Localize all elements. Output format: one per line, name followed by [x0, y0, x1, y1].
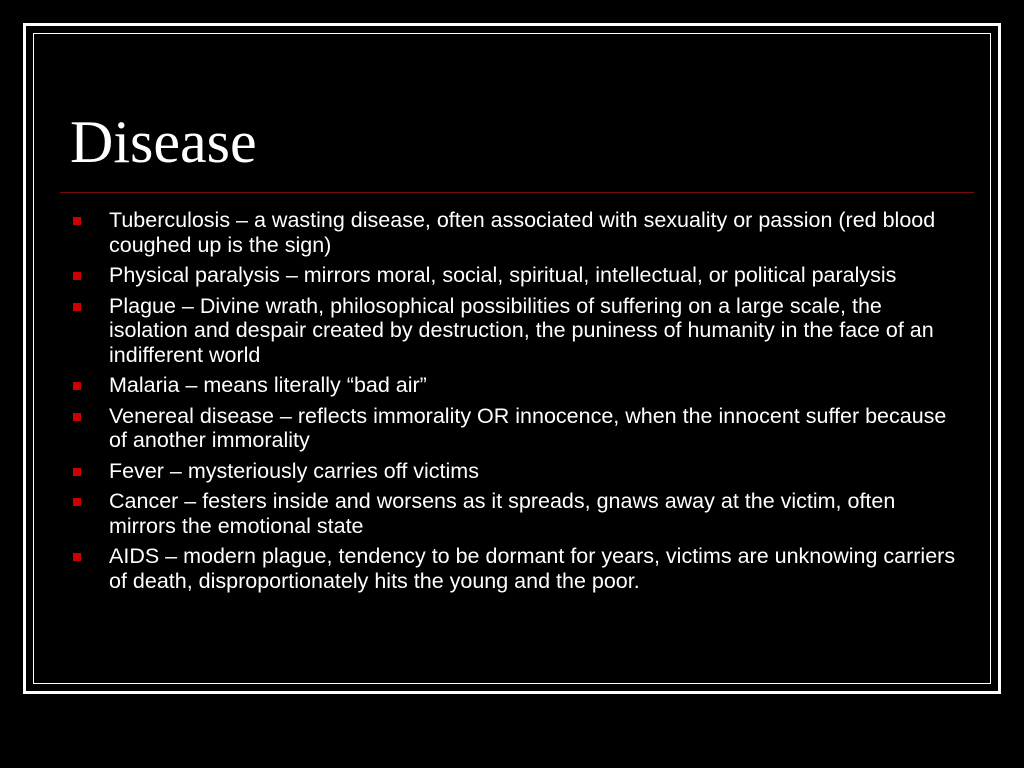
- bullet-item-aids: [70, 544, 960, 593]
- bullet-item-cancer: [70, 489, 960, 538]
- title-divider: [60, 192, 974, 193]
- bullet-item-plague: [70, 294, 960, 368]
- square-bullet-icon: [73, 217, 81, 225]
- bullet-text: Cancer – festers inside and worsens as it spreads, gnaws away at the victim, often mirrors the emotional state: [109, 489, 896, 538]
- bullet-text: AIDS – modern plague, tendency to be dormant for years, victims are unknowing carriers of death, disproportionately hits the young and the poor.: [109, 544, 956, 593]
- bullet-text: Tuberculosis – a wasting disease, often associated with sexuality or passion (red blood coughed up is the sign): [109, 208, 936, 257]
- square-bullet-icon: [73, 382, 81, 390]
- square-bullet-icon: [73, 303, 81, 311]
- bullet-item-fever: [70, 459, 960, 484]
- bullet-item-tuberculosis: [70, 208, 960, 257]
- bullet-text: Plague – Divine wrath, philosophical possibilities of suffering on a large scale, the isolation and despair created by destruction, the puniness of humanity in the face of an indifferent world: [109, 293, 934, 367]
- bullet-text: Physical paralysis – mirrors moral, social, spiritual, intellectual, or political paralysis: [109, 263, 897, 287]
- square-bullet-icon: [73, 498, 81, 506]
- bullet-list: [70, 208, 960, 599]
- square-bullet-icon: [73, 272, 81, 280]
- bullet-text: Fever – mysteriously carries off victims: [109, 458, 479, 483]
- bullet-text: Malaria – means literally “bad air”: [109, 373, 427, 397]
- bullet-item-venereal-disease: [70, 404, 960, 453]
- bullet-item-physical-paralysis: [70, 263, 960, 288]
- bullet-text: Venereal disease – reflects immorality OR innocence, when the innocent suffer because of another immorality: [109, 403, 947, 452]
- square-bullet-icon: [73, 413, 81, 421]
- square-bullet-icon: [73, 553, 81, 561]
- bullet-item-malaria: [70, 373, 960, 398]
- slide-title: Disease: [70, 109, 257, 175]
- square-bullet-icon: [73, 468, 81, 476]
